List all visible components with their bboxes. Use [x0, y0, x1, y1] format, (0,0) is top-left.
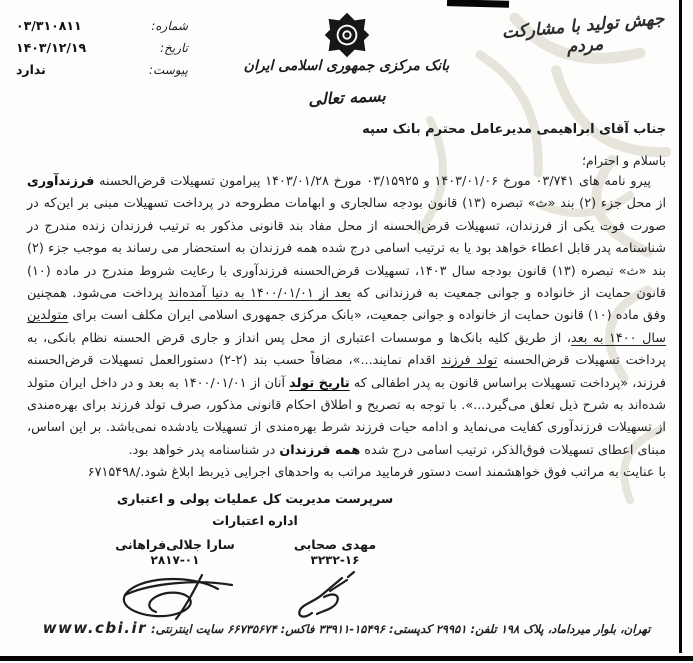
- paragraph-segment-underline: بعد از ۱۴۰۰/۰۱/۰۱ به دنیا آمده‌اند: [168, 286, 351, 302]
- signers-row: [98, 537, 412, 623]
- meta-number-row: [16, 18, 188, 33]
- paragraph-segment: از محل جزء (۲) بند «ث» تبصره (۱۳) قانون بودجه سالجاری و ابهامات مطروحه در پرداخت تسهیلات مبنی بر این‌که در صورت فوت یکی از فرزندان، تسهیلات قرض‌الحسنه از محل مفاد بند قانونی مذکور به ترتیب فرزندان زنده مندرج در شناسنامه پدر قابل اعطاء خواهد بود یا به ترتیب اسامی درج شده همه فرزندان به استحضار می رساند به موجب جزء (۲) بند «ث» تبصره (۱۳) قانون بودجه سال ۱۴۰۳، تسهیلات قرض‌الحسنه فرزندآوری با رعایت شروط مندرج در ماده (۱۰) قانون حمایت از خانواده و جوانی جمعیت به فرزندانی که: [27, 196, 667, 302]
- paragraph-segment: آنان از ۱۴۰۰/۰۱/۰۱ به بعد و در داخل ایران متولد شده‌اند به شرح ذیل تعلق می‌گیرد...». با توجه به تصریح و اطلاق احکام قانونی مذکور، صرف تولد فرزند برای بهره‌مندی از تسهیلات فرزندآوری کفایت می‌نماید و ادامه حیات فرزند شرط بهره‌مندی از تسهیلات یادشده نمی‌باشد. بر این اساس، مبنای اعطای تسهیلات فوق‌الذکر، ترتیب اسامی درج شده: [27, 375, 666, 458]
- paragraph-segment-bold: همه فرزندان: [279, 442, 361, 458]
- paragraph-segment-underline: تولد فرزند: [441, 353, 498, 369]
- body-paragraph: [27, 171, 666, 462]
- date-value: ۱۴۰۳/۱۲/۱۹: [16, 40, 87, 55]
- meta-date-row: [16, 40, 188, 55]
- signer-left: [102, 537, 248, 623]
- cbi-emblem-icon: [324, 12, 370, 58]
- paragraph-segment-bold: فرزندآوری: [27, 174, 95, 189]
- scan-mark-top: [447, 0, 509, 8]
- bismillah: بسمه تعالی: [307, 85, 386, 110]
- cbi-logo: [324, 12, 370, 62]
- signature-department: اداره اعتبارات: [212, 513, 298, 528]
- meta-attachment-row: [16, 62, 188, 77]
- paragraph-segment: ، از طریق کلیه بانک‌ها و موسسات اعتباری از محل پس انداز و جاری قرض الحسنه نظام بانکی، به پرداخت تسهیلات قرض‌الحسنه: [27, 330, 666, 369]
- attachment-value: ندارد: [16, 62, 46, 77]
- signer-name: مهدی صحابی: [293, 537, 377, 552]
- scan-edge-right: [679, 0, 682, 653]
- year-slogan: جهش تولید با مشارکت مردم: [501, 8, 666, 58]
- paragraph-segment: پیرو نامه های ۰۳/۷۴۱ مورخ ۱۴۰۳/۰۱/۰۶ و ۰۳/۱۵۹۲۵ مورخ ۱۴۰۳/۰۱/۲۸ پیرامون تسهیلات قرض‌الحسنه: [94, 174, 651, 189]
- paragraph-segment: در شناسنامه پدر خواهد بود.: [128, 442, 280, 458]
- signer-name: سارا جلالی‌فراهانی: [115, 537, 235, 552]
- paragraph-segment-bold-underline: تاریخ تولد: [289, 375, 350, 391]
- date-label: تاریخ:: [160, 41, 188, 55]
- closing-line: با عنایت به مراتب فوق خواهشمند است دستور فرمایید مراتب به واحدهای اجرایی ذیربط ابلاغ شود./۶۷۱۵۴۹۸: [87, 465, 666, 481]
- scan-edge-bottom: [0, 656, 693, 661]
- signer-code: ۳۲۳۲-۱۶: [310, 553, 360, 567]
- footer-address-text: تهران، بلوار میرداماد، پلاک ۱۹۸ تلفن: ۲۹۹۵۱ کدپستی: ۱۵۴۹۶-۳۳۹۱۱ فاکس: ۶۶۷۳۵۶۷۴ سایت اینترنتی:: [151, 622, 651, 636]
- paragraph-segment-underline: متولدین سال ۱۴۰۰ به بعد: [27, 308, 667, 346]
- signature-title: سرپرست مدیریت کل عملیات پولی و اعتباری: [116, 491, 394, 506]
- letter-body: [27, 122, 666, 485]
- number-label: شماره:: [151, 19, 188, 33]
- addressee-line: جناب آقای ابراهیمی مدیرعامل محترم بانک سپه: [362, 122, 666, 137]
- letter-meta: [16, 18, 188, 84]
- salutation-line: باسلام و احترام؛: [582, 153, 666, 168]
- bank-name: بانک مرکزی جمهوری اسلامی ایران: [243, 58, 450, 74]
- attachment-label: پیوست:: [148, 63, 188, 77]
- signature-scribble-icon: [110, 569, 240, 623]
- paragraph-segment: اقدام نمایند...»، مضافاً حسب بند (۲-۲) دستورالعمل تسهیلات قرض‌الحسنه فرزند، «پرداخت تسهیلات براساس قانون به پدر اطفالی که: [27, 353, 667, 391]
- signer-code: ۲۸۱۷-۰۱: [150, 553, 200, 567]
- paragraph-segment: پرداخت می‌شود. همچنین وفق ماده (۱۰) قانون حمایت از خانواده و جوانی جمعیت، «بانک مرکزی جمهوری اسلامی ایران مکلف است برای: [27, 286, 666, 324]
- signature-block: [98, 491, 412, 623]
- number-value: ۰۳/۳۱۰۸۱۱: [16, 18, 82, 33]
- signature-scribble-icon: [290, 569, 380, 621]
- footer-address: [0, 619, 693, 637]
- website-text: www.cbi.ir: [42, 619, 148, 637]
- signer-right: [262, 537, 408, 623]
